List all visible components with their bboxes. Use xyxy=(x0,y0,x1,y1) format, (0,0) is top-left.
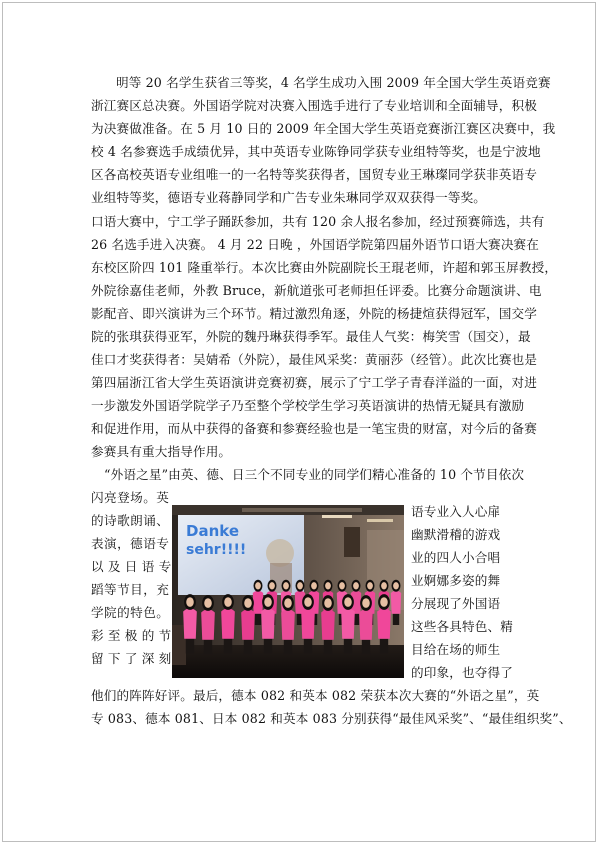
paragraph-1-line: 浙江赛区总决赛。外国语学院对决赛入围选手进行了专业培训和全面辅导，积极 xyxy=(91,98,538,113)
paragraph-2-line: 外院徐嘉佳老师，外教 Bruce，新航道张可老师担任评委。比赛分命题演讲、电 xyxy=(91,283,542,298)
paragraph-3-right-line: 业婀娜多姿的舞 xyxy=(411,573,501,588)
paragraph-3-line: “外语之星”由英、德、日三个不同专业的同学们精心准备的 10 个节目依次 xyxy=(104,467,525,482)
performance-photo xyxy=(172,505,404,678)
paragraph-3-right-line: 目给在场的师生 xyxy=(411,642,501,657)
paragraph-3-right-line: 分展现了外国语 xyxy=(411,596,501,611)
paragraph-1-line: 明等 20 名学生获省三等奖，4 名学生成功入围 2009 年全国大学生英语竞赛 xyxy=(116,75,551,90)
paragraph-2-line: 佳口才奖获得者：吴婧希（外院），最佳风采奖：黄丽莎（经管）。此次比赛也是 xyxy=(91,352,538,367)
paragraph-3-right-line: 语专业入人心扉 xyxy=(411,504,501,519)
paragraph-1-line: 校 4 名参赛选手成绩优异，其中英语专业陈铮同学获专业组特等奖，也是宁波地 xyxy=(91,144,541,159)
paragraph-2-line: 和促进作用，而从中获得的备赛和参赛经验也是一笔宝贵的财富，对今后的备赛 xyxy=(91,421,538,436)
paragraph-3-right-line: 这些各具特色、精 xyxy=(411,619,513,634)
paragraph-3-right-line: 业的四人小合唱 xyxy=(411,550,501,565)
paragraph-3-left-line: 彩 至 极 的 节 xyxy=(91,628,172,643)
paragraph-3-line: 他们的阵阵好评。最后，德本 082 和英本 082 荣获本次大赛的“外语之星”，英 xyxy=(91,688,540,703)
paragraph-2-line: 东校区阶四 101 隆重举行。本次比赛由外院副院长王琨老师，许超和郭玉屏教授， xyxy=(91,260,558,275)
paragraph-2-line: 院的张琪获得亚军，外院的魏丹琳获得季军。最佳人气奖：梅笑雪（国交），最 xyxy=(91,329,531,344)
paragraph-3-line: 专 083、德本 081、日本 082 和英本 083 分别获得“最佳风采奖”、“最佳组织奖”、 xyxy=(91,711,572,726)
screen-text-2: sehr!!!! xyxy=(186,542,247,558)
paragraph-2-line: 一步激发外国语学院学子乃至整个学校学生学习英语演讲的热情无疑具有激励 xyxy=(91,398,525,413)
paragraph-2-line: 口语大赛中，宁工学子踊跃参加，共有 120 余人报名参加，经过预赛筛选，共有 xyxy=(91,214,545,229)
paragraph-3-left-line: 以 及 日 语 专 xyxy=(91,559,172,574)
paragraph-3-left-line: 学院的特色。 xyxy=(91,605,169,620)
paragraph-2-line: 26 名选手进入决赛。 4 月 22 日晚 ，外国语学院第四届外语节口语大赛决赛在 xyxy=(91,237,540,252)
paragraph-1-line: 区各高校英语专业组唯一的一名特等奖获得者，国贸专业王琳璨同学获非英语专 xyxy=(91,167,538,182)
paragraph-2-line: 影配音、即兴演讲为三个环节。精过激烈角逐，外院的杨捷煊获得冠军，国交学 xyxy=(91,306,538,321)
paragraph-3-right-line: 幽默滑稽的游戏 xyxy=(411,527,501,542)
paragraph-3-left-line: 蹈等节目，充 xyxy=(91,582,169,597)
performance-photo-drawing xyxy=(172,505,404,678)
paragraph-1-line: 业组特等奖，德语专业蒋静同学和广告专业朱琳同学双双获得一等奖。 xyxy=(91,190,487,205)
paragraph-3-left-line: 表演，德语专 xyxy=(91,536,169,551)
paragraph-3-left-line: 的诗歌朗诵、 xyxy=(91,513,169,528)
paragraph-2-line: 第四届浙江省大学生英语演讲竞赛初赛，展示了宁工学子青春洋溢的一面，对进 xyxy=(91,375,538,390)
screen-text-1: Danke xyxy=(186,522,239,540)
paragraph-2-line: 参赛具有重大指导作用。 xyxy=(91,444,232,459)
paragraph-3-left-line: 闪亮登场。英 xyxy=(91,490,169,505)
paragraph-1-line: 为决赛做准备。在 5 月 10 日的 2009 年全国大学生英语竞赛浙江赛区决赛中，我 xyxy=(91,121,556,136)
paragraph-3-left-line: 留 下 了 深 刻 xyxy=(91,651,172,666)
paragraph-3-right-line: 的印象，也夺得了 xyxy=(411,665,513,680)
